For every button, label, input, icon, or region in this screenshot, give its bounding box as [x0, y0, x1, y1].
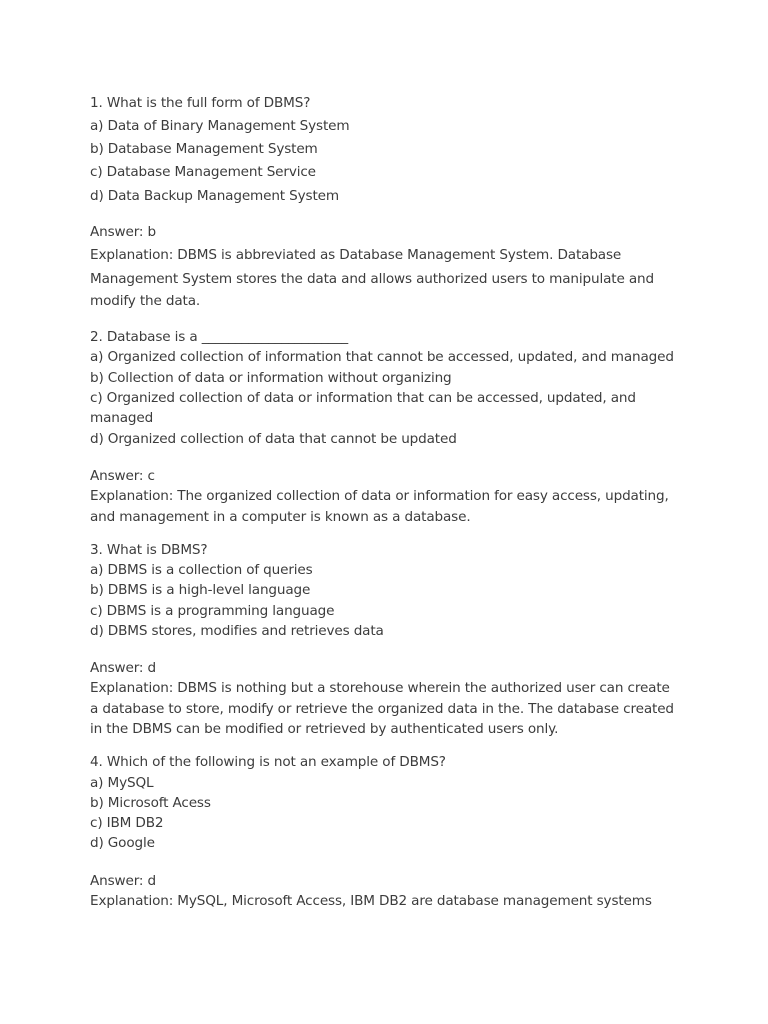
question-3-option-d: d) DBMS stores, modifies and retrieves data [90, 623, 384, 639]
question-4-option-d: d) Google [90, 835, 155, 851]
question-1-text: 1. What is the full form of DBMS? [90, 95, 311, 111]
question-3-answer: Answer: d [90, 660, 157, 676]
question-1-explanation-line-2: Management System stores the data and allows authorized users to manipulate and [90, 271, 654, 287]
question-2-option-a: a) Organized collection of information that cannot be accessed, updated, and managed [90, 349, 674, 365]
question-3-option-a: a) DBMS is a collection of queries [90, 562, 313, 578]
question-2-option-b: b) Collection of data or information without organizing [90, 370, 452, 386]
question-2-option-c: c) Organized collection of data or information that can be accessed, updated, and [90, 390, 636, 406]
question-1-answer: Answer: b [90, 224, 157, 240]
question-3-option-c: c) DBMS is a programming language [90, 603, 335, 619]
question-1-option-d: d) Data Backup Management System [90, 188, 339, 204]
question-1-explanation-line-3: modify the data. [90, 293, 201, 309]
question-4-option-a: a) MySQL [90, 775, 154, 791]
question-3-explanation-line-1: Explanation: DBMS is nothing but a storehouse wherein the authorized user can create [90, 680, 670, 696]
question-4-option-b: b) Microsoft Acess [90, 795, 211, 811]
question-2-explanation-line-2: and management in a computer is known as a database. [90, 509, 471, 525]
question-2-answer: Answer: c [90, 468, 155, 484]
question-3-text: 3. What is DBMS? [90, 542, 208, 558]
question-3-explanation-line-3: in the DBMS can be modified or retrieved by authenticated users only. [90, 721, 559, 737]
question-4-option-c: c) IBM DB2 [90, 815, 164, 831]
question-1-option-b: b) Database Management System [90, 141, 318, 157]
question-4-explanation-line-1: Explanation: MySQL, Microsoft Access, IBM DB2 are database management systems [90, 893, 652, 909]
question-4-text: 4. Which of the following is not an example of DBMS? [90, 754, 446, 770]
question-2-explanation-line-1: Explanation: The organized collection of data or information for easy access, updating, [90, 488, 669, 504]
question-3-option-b: b) DBMS is a high-level language [90, 582, 311, 598]
question-2-option-c-continued: managed [90, 410, 154, 426]
question-1-explanation-line-1: Explanation: DBMS is abbreviated as Database Management System. Database [90, 247, 622, 263]
question-2-text: 2. Database is a ______________________ [90, 329, 348, 345]
question-1-option-c: c) Database Management Service [90, 164, 316, 180]
question-4-answer: Answer: d [90, 873, 157, 889]
question-2-option-d: d) Organized collection of data that cannot be updated [90, 431, 457, 447]
question-1-option-a: a) Data of Binary Management System [90, 118, 350, 134]
question-3-explanation-line-2: a database to store, modify or retrieve the organized data in the. The database created [90, 701, 674, 717]
